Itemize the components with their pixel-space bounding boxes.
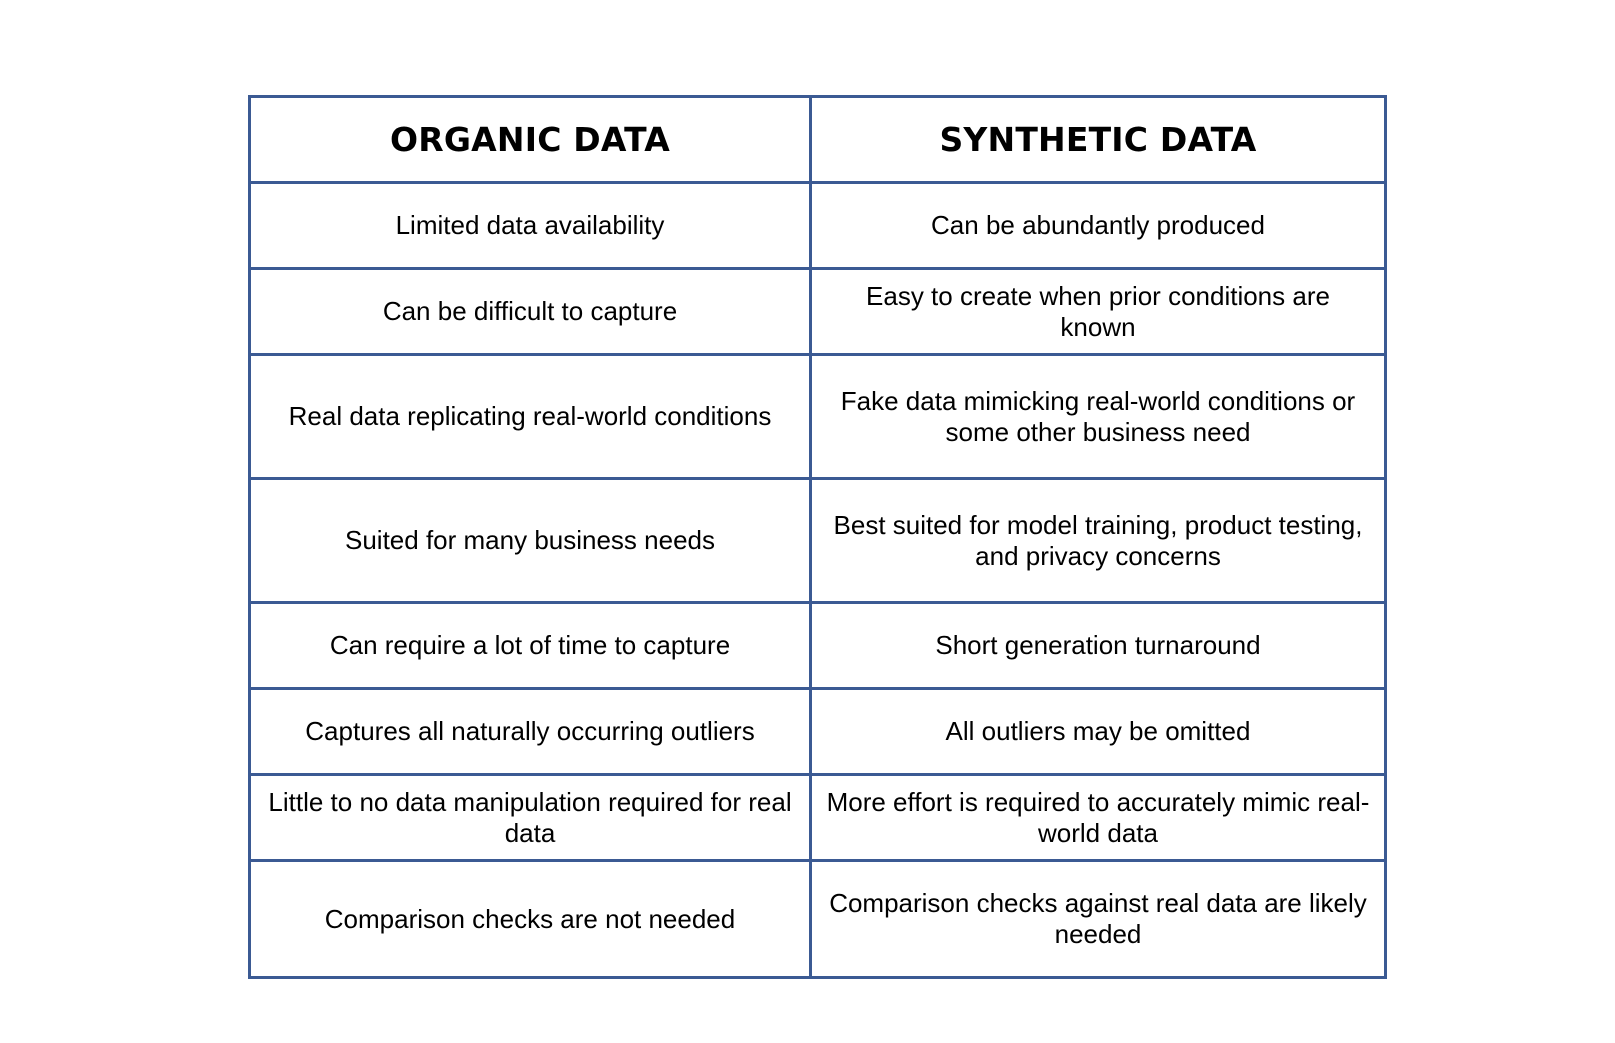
organic-cell: Captures all naturally occurring outliers (250, 689, 811, 775)
table-row (250, 355, 1386, 479)
organic-data-header: ORGANIC DATA (250, 97, 811, 183)
header-row (250, 97, 1386, 183)
table-row (250, 183, 1386, 269)
table-row (250, 603, 1386, 689)
table-row (250, 269, 1386, 355)
synthetic-cell: Short generation turnaround (811, 603, 1386, 689)
synthetic-cell: Easy to create when prior conditions are known (811, 269, 1386, 355)
synthetic-data-header: SYNTHETIC DATA (811, 97, 1386, 183)
organic-cell: Real data replicating real-world conditions (250, 355, 811, 479)
organic-cell: Little to no data manipulation required for real data (250, 775, 811, 861)
table-row (250, 479, 1386, 603)
synthetic-cell: More effort is required to accurately mimic real- world data (811, 775, 1386, 861)
synthetic-cell: All outliers may be omitted (811, 689, 1386, 775)
organic-cell: Can be difficult to capture (250, 269, 811, 355)
table-row (250, 861, 1386, 978)
organic-cell: Comparison checks are not needed (250, 861, 811, 978)
table-row (250, 775, 1386, 861)
synthetic-cell: Comparison checks against real data are likely needed (811, 861, 1386, 978)
organic-cell: Suited for many business needs (250, 479, 811, 603)
synthetic-cell: Can be abundantly produced (811, 183, 1386, 269)
table-row (250, 689, 1386, 775)
organic-cell: Limited data availability (250, 183, 811, 269)
synthetic-cell: Best suited for model training, product testing, and privacy concerns (811, 479, 1386, 603)
comparison-table (248, 95, 1387, 979)
synthetic-cell: Fake data mimicking real-world conditions or some other business need (811, 355, 1386, 479)
organic-cell: Can require a lot of time to capture (250, 603, 811, 689)
